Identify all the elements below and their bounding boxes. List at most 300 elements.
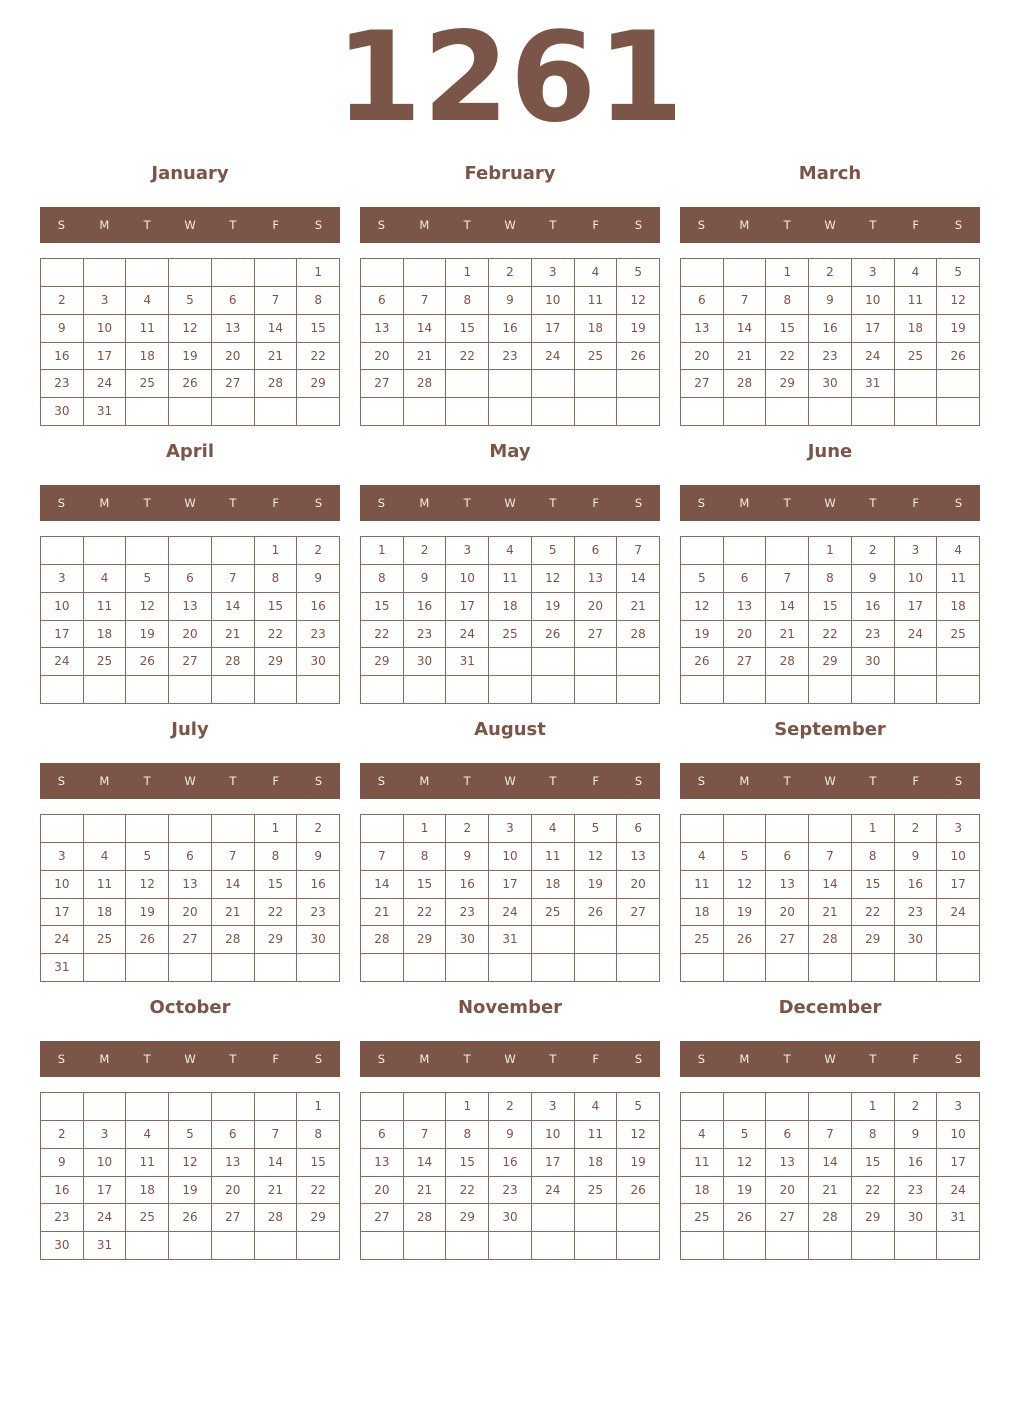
day-cell: 17 — [84, 1177, 127, 1205]
day-cell: 23 — [297, 899, 340, 927]
day-cell: 1 — [255, 815, 298, 843]
day-cell: 25 — [126, 370, 169, 398]
day-cell: 17 — [852, 315, 895, 343]
empty-day-cell — [575, 398, 618, 426]
day-cell: 3 — [532, 259, 575, 287]
day-cell: 13 — [575, 565, 618, 593]
day-cell: 28 — [809, 1204, 852, 1232]
day-cell: 21 — [361, 899, 404, 927]
weekday-header — [360, 485, 660, 521]
empty-day-cell — [937, 926, 980, 954]
empty-day-cell — [41, 676, 84, 704]
empty-day-cell — [766, 398, 809, 426]
day-cell: 2 — [41, 1121, 84, 1149]
day-cell: 23 — [41, 370, 84, 398]
empty-day-cell — [681, 398, 724, 426]
day-cell: 25 — [532, 899, 575, 927]
day-cell: 26 — [169, 1204, 212, 1232]
day-cell: 4 — [937, 537, 980, 565]
day-cell: 27 — [361, 1204, 404, 1232]
empty-day-cell — [809, 954, 852, 982]
day-cell: 7 — [617, 537, 660, 565]
day-cell: 14 — [809, 871, 852, 899]
empty-day-cell — [126, 815, 169, 843]
day-cell: 18 — [84, 899, 127, 927]
day-cell: 11 — [126, 315, 169, 343]
weekday-label: S — [697, 218, 706, 232]
day-cell: 26 — [575, 899, 618, 927]
day-cell: 7 — [809, 843, 852, 871]
empty-day-cell — [169, 676, 212, 704]
day-cell: 27 — [681, 370, 724, 398]
day-cell: 12 — [575, 843, 618, 871]
weekday-label: F — [912, 1052, 920, 1066]
day-cell: 30 — [297, 648, 340, 676]
day-cell: 12 — [681, 593, 724, 621]
weekday-label: S — [57, 218, 66, 232]
day-cell: 13 — [169, 871, 212, 899]
day-cell: 12 — [937, 287, 980, 315]
weekday-label: S — [314, 774, 323, 788]
empty-day-cell — [681, 259, 724, 287]
day-cell: 22 — [297, 1177, 340, 1205]
weekday-label: T — [869, 218, 877, 232]
day-cell: 11 — [575, 287, 618, 315]
day-cell: 8 — [446, 1121, 489, 1149]
day-cell: 24 — [937, 1177, 980, 1205]
month-june — [680, 438, 980, 710]
day-cell: 5 — [169, 287, 212, 315]
day-cell: 4 — [489, 537, 532, 565]
day-cell: 28 — [212, 926, 255, 954]
empty-day-cell — [724, 1093, 767, 1121]
empty-day-cell — [766, 815, 809, 843]
month-title: January — [151, 163, 229, 184]
empty-day-cell — [361, 1232, 404, 1260]
weekday-label: T — [869, 774, 877, 788]
day-cell: 16 — [489, 315, 532, 343]
empty-day-cell — [937, 370, 980, 398]
day-cell: 18 — [126, 1177, 169, 1205]
day-cell: 8 — [255, 565, 298, 593]
month-july — [40, 716, 340, 988]
empty-day-cell — [809, 1232, 852, 1260]
day-cell: 4 — [126, 287, 169, 315]
day-cell: 25 — [489, 621, 532, 649]
day-cell: 6 — [617, 815, 660, 843]
empty-day-cell — [852, 1232, 895, 1260]
day-cell: 25 — [84, 926, 127, 954]
weekday-label: M — [99, 1052, 110, 1066]
weekday-label: T — [783, 1052, 791, 1066]
empty-day-cell — [809, 815, 852, 843]
day-cell: 30 — [41, 1232, 84, 1260]
day-cell: 9 — [297, 843, 340, 871]
day-cell: 22 — [446, 1177, 489, 1205]
empty-day-cell — [255, 1232, 298, 1260]
day-cell: 11 — [489, 565, 532, 593]
weekday-label: T — [143, 1052, 151, 1066]
day-cell: 3 — [41, 843, 84, 871]
day-cell: 9 — [404, 565, 447, 593]
day-cell: 2 — [852, 537, 895, 565]
day-cell: 15 — [852, 871, 895, 899]
day-cell: 13 — [169, 593, 212, 621]
day-cell: 11 — [126, 1149, 169, 1177]
empty-day-cell — [681, 954, 724, 982]
day-cell: 6 — [724, 565, 767, 593]
day-cell: 16 — [852, 593, 895, 621]
month-march — [680, 160, 980, 432]
day-cell: 26 — [532, 621, 575, 649]
day-cell: 8 — [361, 565, 404, 593]
empty-day-cell — [212, 259, 255, 287]
weekday-header — [680, 763, 980, 799]
day-cell: 9 — [809, 287, 852, 315]
empty-day-cell — [404, 954, 447, 982]
day-cell: 5 — [724, 1121, 767, 1149]
month-title: September — [774, 719, 886, 740]
weekday-label: S — [697, 774, 706, 788]
day-cell: 1 — [809, 537, 852, 565]
day-cell: 5 — [126, 565, 169, 593]
day-cell: 5 — [724, 843, 767, 871]
day-cell: 15 — [297, 315, 340, 343]
day-cell: 30 — [895, 926, 938, 954]
weekday-label: W — [184, 218, 196, 232]
day-cell: 14 — [809, 1149, 852, 1177]
empty-day-cell — [126, 676, 169, 704]
day-cell: 27 — [766, 926, 809, 954]
day-cell: 3 — [84, 287, 127, 315]
day-cell: 1 — [255, 537, 298, 565]
day-cell: 23 — [297, 621, 340, 649]
day-cell: 29 — [255, 648, 298, 676]
empty-day-cell — [212, 537, 255, 565]
day-cell: 13 — [681, 315, 724, 343]
empty-day-cell — [361, 398, 404, 426]
day-cell: 18 — [84, 621, 127, 649]
empty-day-cell — [84, 1093, 127, 1121]
day-cell: 24 — [41, 648, 84, 676]
day-cell: 19 — [724, 899, 767, 927]
empty-day-cell — [895, 1232, 938, 1260]
empty-day-cell — [617, 926, 660, 954]
empty-day-cell — [895, 398, 938, 426]
month-title: March — [798, 163, 862, 184]
day-cell: 13 — [766, 871, 809, 899]
day-cell: 9 — [895, 843, 938, 871]
empty-day-cell — [724, 954, 767, 982]
day-cell: 2 — [446, 815, 489, 843]
day-cell: 5 — [169, 1121, 212, 1149]
weekday-label: S — [634, 774, 643, 788]
day-cell: 29 — [446, 1204, 489, 1232]
day-cell: 9 — [41, 1149, 84, 1177]
day-cell: 2 — [809, 259, 852, 287]
day-cell: 3 — [937, 815, 980, 843]
day-cell: 3 — [84, 1121, 127, 1149]
empty-day-cell — [895, 648, 938, 676]
day-cell: 10 — [852, 287, 895, 315]
month-title: August — [474, 719, 546, 740]
day-cell: 26 — [681, 648, 724, 676]
day-cell: 23 — [446, 899, 489, 927]
empty-day-cell — [681, 676, 724, 704]
empty-day-cell — [532, 1204, 575, 1232]
day-cell: 20 — [575, 593, 618, 621]
day-cell: 31 — [41, 954, 84, 982]
day-cell: 3 — [852, 259, 895, 287]
day-cell: 20 — [361, 343, 404, 371]
day-cell: 21 — [212, 621, 255, 649]
day-cell: 27 — [212, 370, 255, 398]
weekday-header — [360, 207, 660, 243]
empty-day-cell — [169, 398, 212, 426]
weekday-label: F — [912, 774, 920, 788]
day-grid — [360, 258, 660, 426]
day-cell: 31 — [84, 1232, 127, 1260]
day-cell: 12 — [724, 871, 767, 899]
empty-day-cell — [169, 537, 212, 565]
empty-day-cell — [126, 259, 169, 287]
day-grid — [40, 258, 340, 426]
day-cell: 3 — [532, 1093, 575, 1121]
day-cell: 7 — [212, 843, 255, 871]
day-cell: 27 — [575, 621, 618, 649]
month-august — [360, 716, 660, 988]
day-cell: 19 — [617, 1149, 660, 1177]
day-cell: 17 — [532, 315, 575, 343]
empty-day-cell — [724, 676, 767, 704]
weekday-label: S — [57, 1052, 66, 1066]
empty-day-cell — [766, 676, 809, 704]
day-cell: 26 — [126, 648, 169, 676]
day-grid — [680, 536, 980, 704]
day-cell: 2 — [297, 537, 340, 565]
day-cell: 14 — [617, 565, 660, 593]
weekday-header — [680, 1041, 980, 1077]
weekday-header — [40, 763, 340, 799]
day-cell: 2 — [404, 537, 447, 565]
day-cell: 7 — [212, 565, 255, 593]
day-cell: 19 — [126, 621, 169, 649]
day-cell: 23 — [895, 899, 938, 927]
empty-day-cell — [489, 1232, 532, 1260]
empty-day-cell — [361, 259, 404, 287]
weekday-label: W — [504, 1052, 516, 1066]
day-cell: 13 — [361, 315, 404, 343]
day-cell: 9 — [446, 843, 489, 871]
day-cell: 27 — [169, 926, 212, 954]
day-grid — [680, 814, 980, 982]
day-cell: 16 — [41, 343, 84, 371]
empty-day-cell — [212, 398, 255, 426]
weekday-label: W — [824, 218, 836, 232]
empty-day-cell — [681, 1093, 724, 1121]
day-cell: 22 — [446, 343, 489, 371]
day-cell: 7 — [255, 1121, 298, 1149]
day-cell: 31 — [937, 1204, 980, 1232]
weekday-label: T — [143, 496, 151, 510]
empty-day-cell — [724, 815, 767, 843]
day-cell: 11 — [532, 843, 575, 871]
weekday-header — [40, 485, 340, 521]
day-cell: 19 — [532, 593, 575, 621]
empty-day-cell — [169, 1232, 212, 1260]
weekday-label: S — [954, 774, 963, 788]
day-cell: 24 — [852, 343, 895, 371]
weekday-label: S — [377, 774, 386, 788]
empty-day-cell — [212, 1232, 255, 1260]
day-cell: 2 — [297, 815, 340, 843]
weekday-header — [40, 207, 340, 243]
day-cell: 30 — [446, 926, 489, 954]
day-cell: 23 — [809, 343, 852, 371]
day-cell: 6 — [361, 287, 404, 315]
day-cell: 28 — [766, 648, 809, 676]
empty-day-cell — [255, 954, 298, 982]
weekday-label: F — [272, 218, 280, 232]
day-cell: 15 — [404, 871, 447, 899]
day-cell: 22 — [255, 899, 298, 927]
day-cell: 26 — [937, 343, 980, 371]
weekday-label: M — [99, 774, 110, 788]
day-cell: 4 — [681, 843, 724, 871]
month-february — [360, 160, 660, 432]
day-cell: 4 — [126, 1121, 169, 1149]
empty-day-cell — [895, 676, 938, 704]
day-cell: 24 — [532, 343, 575, 371]
day-cell: 19 — [724, 1177, 767, 1205]
weekday-label: F — [272, 1052, 280, 1066]
day-cell: 13 — [617, 843, 660, 871]
weekday-label: T — [229, 496, 237, 510]
day-grid — [680, 1092, 980, 1260]
day-cell: 28 — [255, 370, 298, 398]
day-cell: 1 — [446, 1093, 489, 1121]
empty-day-cell — [575, 1232, 618, 1260]
day-cell: 1 — [852, 815, 895, 843]
weekday-label: M — [739, 1052, 750, 1066]
empty-day-cell — [532, 954, 575, 982]
day-cell: 11 — [895, 287, 938, 315]
empty-day-cell — [126, 1232, 169, 1260]
day-cell: 15 — [446, 315, 489, 343]
day-cell: 16 — [404, 593, 447, 621]
day-cell: 5 — [617, 259, 660, 287]
day-cell: 1 — [297, 1093, 340, 1121]
day-cell: 8 — [297, 287, 340, 315]
day-cell: 17 — [489, 871, 532, 899]
day-cell: 22 — [297, 343, 340, 371]
empty-day-cell — [297, 398, 340, 426]
day-cell: 6 — [212, 1121, 255, 1149]
weekday-header — [40, 1041, 340, 1077]
day-cell: 21 — [724, 343, 767, 371]
empty-day-cell — [297, 954, 340, 982]
day-cell: 25 — [575, 343, 618, 371]
empty-day-cell — [489, 954, 532, 982]
day-cell: 10 — [41, 871, 84, 899]
empty-day-cell — [404, 1093, 447, 1121]
day-cell: 25 — [895, 343, 938, 371]
month-april — [40, 438, 340, 710]
empty-day-cell — [724, 398, 767, 426]
empty-day-cell — [809, 1093, 852, 1121]
day-cell: 16 — [895, 1149, 938, 1177]
day-cell: 8 — [446, 287, 489, 315]
weekday-label: W — [184, 496, 196, 510]
empty-day-cell — [617, 370, 660, 398]
month-january — [40, 160, 340, 432]
day-cell: 6 — [169, 843, 212, 871]
day-cell: 29 — [766, 370, 809, 398]
month-title: February — [464, 163, 556, 184]
weekday-label: S — [314, 496, 323, 510]
weekday-label: T — [549, 774, 557, 788]
empty-day-cell — [169, 815, 212, 843]
weekday-label: S — [377, 218, 386, 232]
empty-day-cell — [84, 676, 127, 704]
weekday-label: W — [504, 496, 516, 510]
day-cell: 4 — [84, 843, 127, 871]
day-cell: 30 — [41, 398, 84, 426]
day-cell: 23 — [41, 1204, 84, 1232]
weekday-label: T — [229, 774, 237, 788]
month-title: November — [457, 997, 563, 1018]
empty-day-cell — [617, 1204, 660, 1232]
day-cell: 19 — [617, 315, 660, 343]
day-cell: 24 — [489, 899, 532, 927]
empty-day-cell — [724, 1232, 767, 1260]
day-cell: 20 — [724, 621, 767, 649]
day-cell: 6 — [766, 843, 809, 871]
day-cell: 16 — [809, 315, 852, 343]
empty-day-cell — [446, 398, 489, 426]
day-cell: 22 — [361, 621, 404, 649]
weekday-label: S — [314, 1052, 323, 1066]
day-cell: 19 — [575, 871, 618, 899]
day-cell: 8 — [852, 1121, 895, 1149]
day-cell: 29 — [297, 370, 340, 398]
weekday-label: S — [697, 496, 706, 510]
weekday-label: S — [954, 496, 963, 510]
day-grid — [40, 814, 340, 982]
day-cell: 5 — [532, 537, 575, 565]
weekday-label: M — [419, 218, 430, 232]
day-grid — [40, 1092, 340, 1260]
weekday-label: T — [463, 774, 471, 788]
day-cell: 4 — [681, 1121, 724, 1149]
day-cell: 26 — [617, 1177, 660, 1205]
day-cell: 10 — [41, 593, 84, 621]
day-cell: 25 — [937, 621, 980, 649]
day-cell: 17 — [41, 899, 84, 927]
day-cell: 14 — [404, 1149, 447, 1177]
empty-day-cell — [255, 1093, 298, 1121]
day-cell: 19 — [169, 1177, 212, 1205]
weekday-label: F — [912, 496, 920, 510]
empty-day-cell — [617, 1232, 660, 1260]
day-cell: 7 — [766, 565, 809, 593]
day-cell: 26 — [617, 343, 660, 371]
day-cell: 30 — [852, 648, 895, 676]
day-cell: 6 — [212, 287, 255, 315]
day-cell: 13 — [361, 1149, 404, 1177]
day-cell: 23 — [489, 1177, 532, 1205]
day-cell: 16 — [297, 593, 340, 621]
